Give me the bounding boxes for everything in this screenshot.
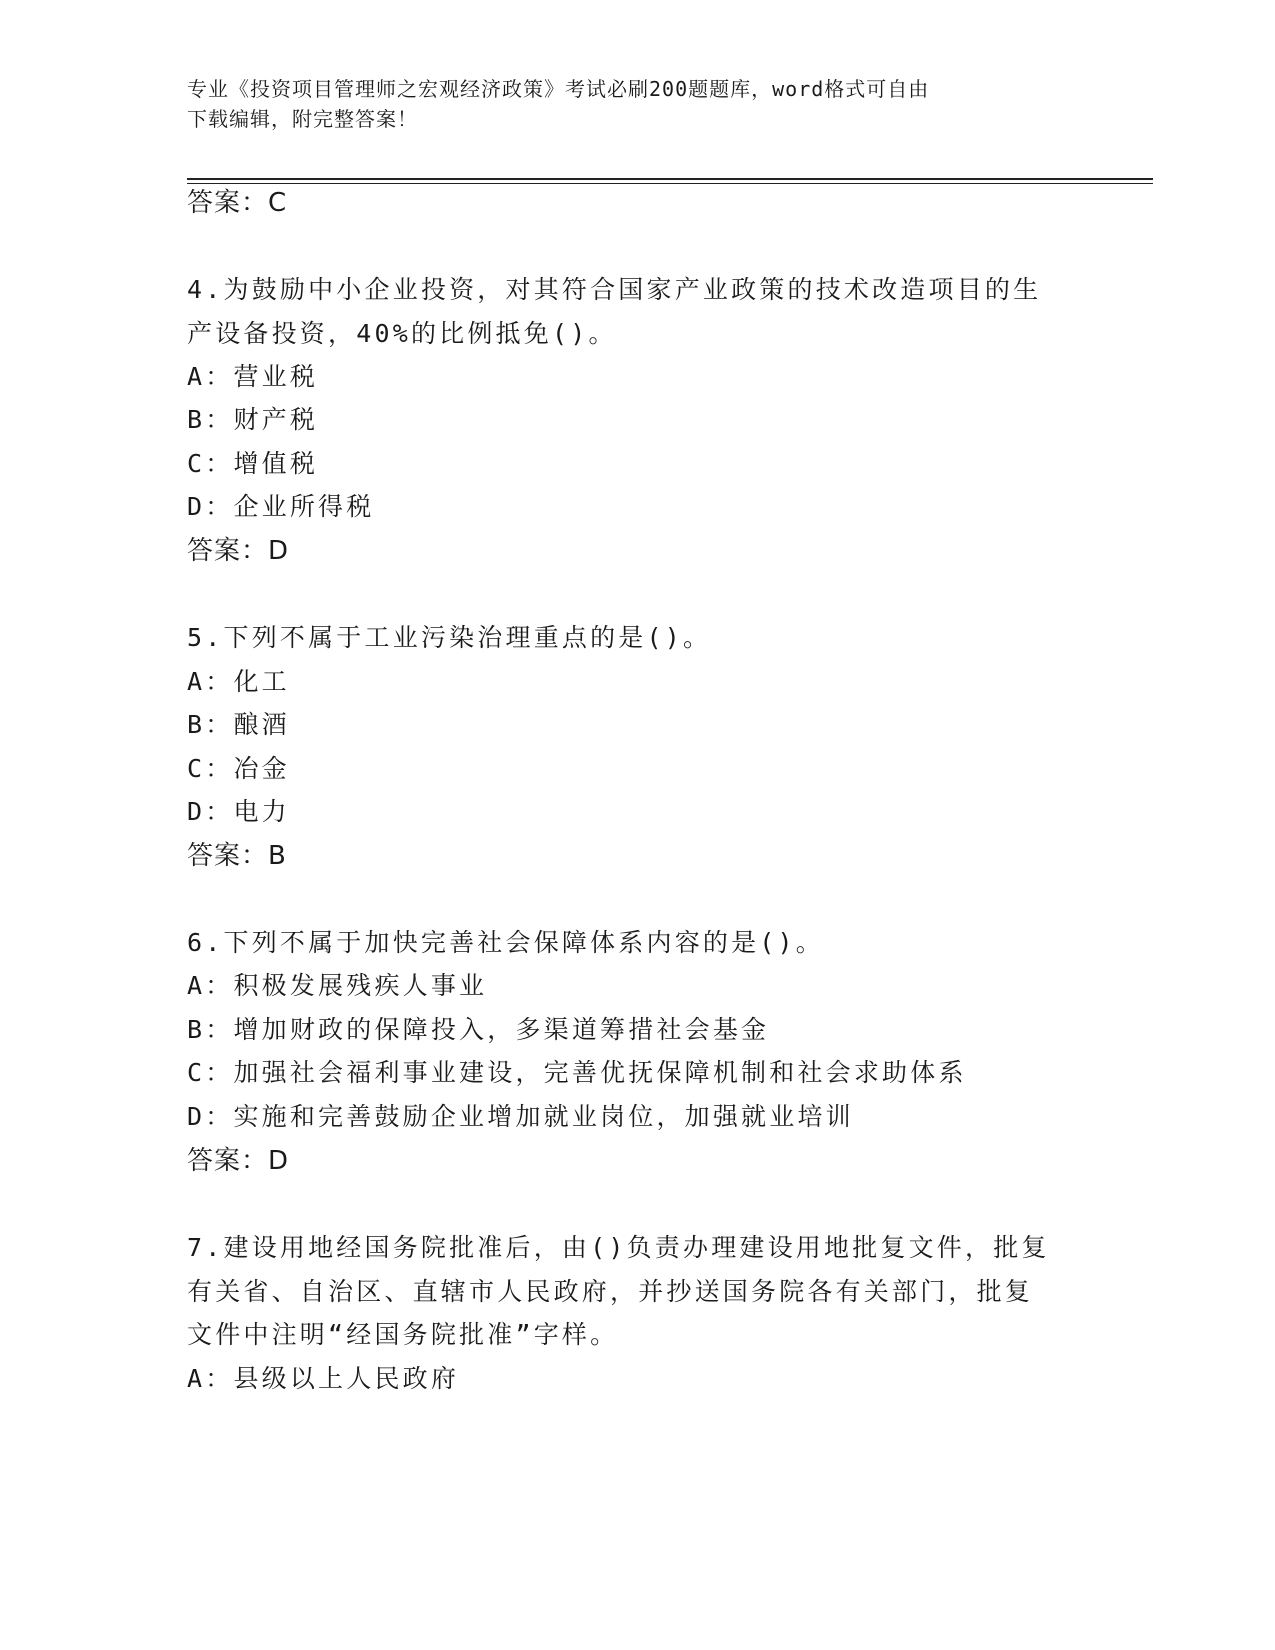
question-5-option-c: C：冶金 [187,754,290,783]
question-4-answer: 答案：D [187,536,290,566]
question-5-line-1: 5.下列不属于工业污染治理重点的是()。 [187,623,712,652]
question-4-option-c: C：增值税 [187,449,319,478]
question-6-option-b: B：增加财政的保障投入，多渠道筹措社会基金 [187,1015,770,1044]
answer-prev: 答案：C [187,188,288,218]
question-4-option-b: B：财产税 [187,405,319,434]
question-5-option-a: A：化工 [187,667,290,696]
question-6-answer: 答案：D [187,1146,290,1176]
header-line-1: 专业《投资项目管理师之宏观经济政策》考试必刷200题题库，word格式可自由 [187,77,930,101]
document-header [187,74,1067,134]
question-7-line-2: 有关省、自治区、直辖市人民政府，并抄送国务院各有关部门，批复 [187,1277,1034,1306]
header-rule-thin [187,183,1153,184]
question-4-line-2: 产设备投资，40%的比例抵免()。 [187,319,617,348]
question-4-option-a: A：营业税 [187,362,319,391]
question-5-answer: 答案：B [187,841,287,871]
question-7-option-a: A：县级以上人民政府 [187,1364,460,1393]
question-4-line-1: 4.为鼓励中小企业投资，对其符合国家产业政策的技术改造项目的生 [187,275,1042,304]
question-6-line-1: 6.下列不属于加快完善社会保障体系内容的是()。 [187,928,825,957]
question-4-option-d: D：企业所得税 [187,492,375,521]
header-rule-thick [187,178,1153,180]
question-6-option-a: A：积极发展残疾人事业 [187,971,488,1000]
question-5-option-b: B：酿酒 [187,710,290,739]
question-6-option-d: D：实施和完善鼓励企业增加就业岗位，加强就业培训 [187,1102,854,1131]
header-line-2: 下载编辑，附完整答案！ [187,107,418,131]
question-5-option-d: D：电力 [187,797,290,826]
question-6-option-c: C：加强社会福利事业建设，完善优抚保障机制和社会求助体系 [187,1058,967,1087]
question-7-line-1: 7.建设用地经国务院批准后，由()负责办理建设用地批复文件，批复 [187,1233,1050,1262]
question-7-line-3: 文件中注明“经国务院批准”字样。 [187,1320,619,1349]
